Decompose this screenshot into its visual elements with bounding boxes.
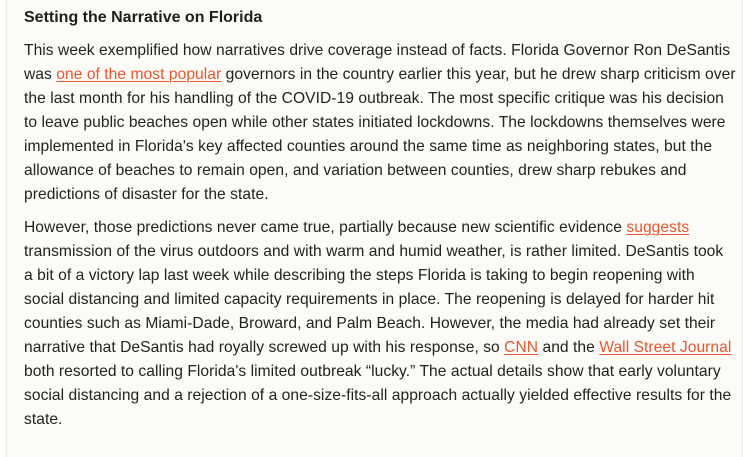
cnn-link[interactable]: CNN [504,339,539,356]
paragraph-2-text-2: transmission of the virus outdoors and with warm and humid weather, is rather limited. DeSantis took a bit of a victory lap last week while describing the steps Florida is taking to begin reopening with social distancing and limited capacity requirements in place. The reopening is delayed for harder hit counties such as Miami-Dade, Broward, and Palm Beach. However, the media had already set their narrative that DeSantis had royally screwed up with his response, so [24,243,724,356]
paragraph-1-text-2: governors in the country earlier this year, but he drew sharp criticism over the last month for his handling of the COVID-19 outbreak. The most specific critique was his decision to leave public beaches open while other states initiated lockdowns. The lockdowns themselves were implemented in Florida's key affected counties around the same time as neighboring states, but the allowance of beaches to remain open, and variation between counties, drew sharp rebukes and predictions of disaster for the state. [24,66,736,203]
wall-street-journal-link[interactable]: Wall Street Journal [599,339,732,356]
most-popular-link[interactable]: one of the most popular [56,66,222,83]
paragraph-2-text-4: both resorted to calling Florida's limited outbreak “lucky.” The actual details show that early voluntary social distancing and a rejection of a one-size-fits-all approach actually yielded effective results for the state. [24,363,732,428]
paragraph-2-text-1: However, those predictions never came true, partially because new scientific evidence [24,219,627,236]
paragraph-1-text-1: This week exemplified how narratives drive coverage instead of facts. Florida Governor Ron DeSantis was [24,42,731,83]
article-card [6,0,743,457]
suggests-link[interactable]: suggests [626,219,690,236]
paragraph-2-text-3: and the [538,339,600,356]
article-content [24,6,736,441]
paragraph-2 [24,216,736,432]
section-heading: Setting the Narrative on Florida [24,9,263,26]
paragraph-1 [24,39,736,207]
